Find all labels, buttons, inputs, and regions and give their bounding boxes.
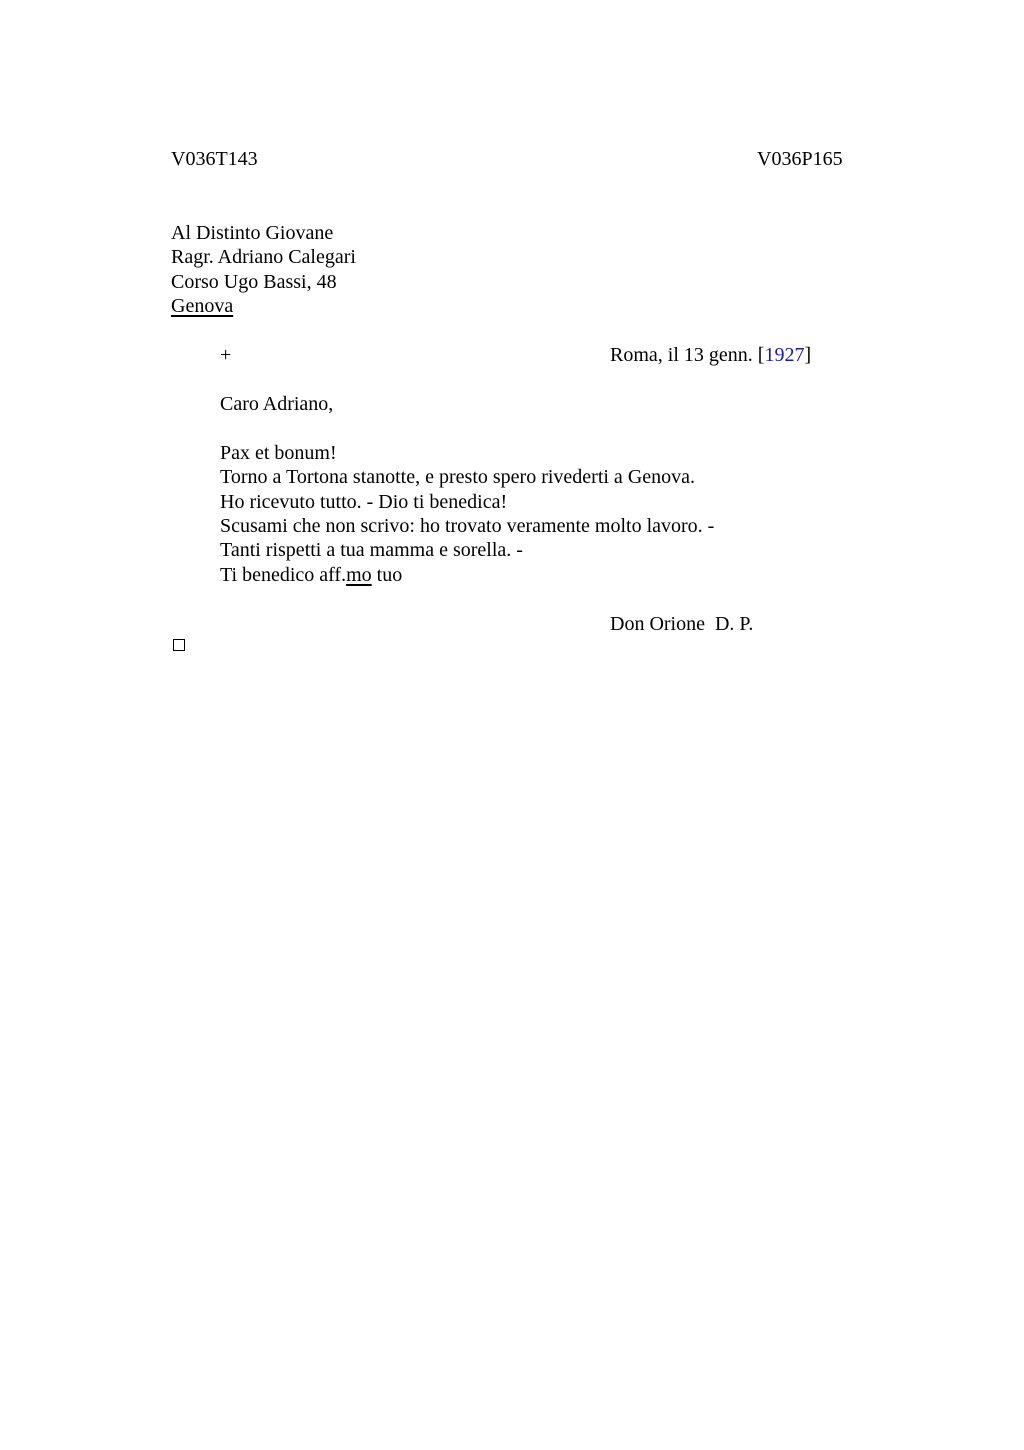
body-line: Scusami che non scrivo: ho trovato veramente molto lavoro. - xyxy=(220,515,715,537)
date-suffix: ] xyxy=(804,344,812,366)
address-line-1: Al Distinto Giovane xyxy=(171,222,334,244)
cross-mark: + xyxy=(220,344,232,366)
address-city: Genova xyxy=(171,295,234,317)
document-code-left: V036T143 xyxy=(171,148,258,170)
closing-underlined: mo xyxy=(346,564,372,586)
letter-date xyxy=(610,343,811,367)
address-line-2: Ragr. Adriano Calegari xyxy=(171,246,356,268)
closing-line xyxy=(220,563,402,587)
body-line: Torno a Tortona stanotte, e presto spero rivederti a Genova. xyxy=(220,466,696,488)
closing-prefix: Ti benedico aff. xyxy=(220,564,347,586)
address-line-3: Corso Ugo Bassi, 48 xyxy=(171,271,337,293)
salutation: Caro Adriano, xyxy=(220,393,334,415)
end-marker-box xyxy=(173,639,185,651)
body-line: Ho ricevuto tutto. - Dio ti benedica! xyxy=(220,491,508,513)
body-line: Tanti rispetti a tua mamma e sorella. - xyxy=(220,539,523,561)
date-prefix: Roma, il 13 genn. [ xyxy=(610,344,765,366)
signature: Don Orione D. P. xyxy=(610,613,754,635)
body-line: Pax et bonum! xyxy=(220,442,337,464)
document-code-right: V036P165 xyxy=(757,148,843,170)
closing-suffix: tuo xyxy=(371,564,403,586)
date-year: 1927 xyxy=(764,344,805,366)
